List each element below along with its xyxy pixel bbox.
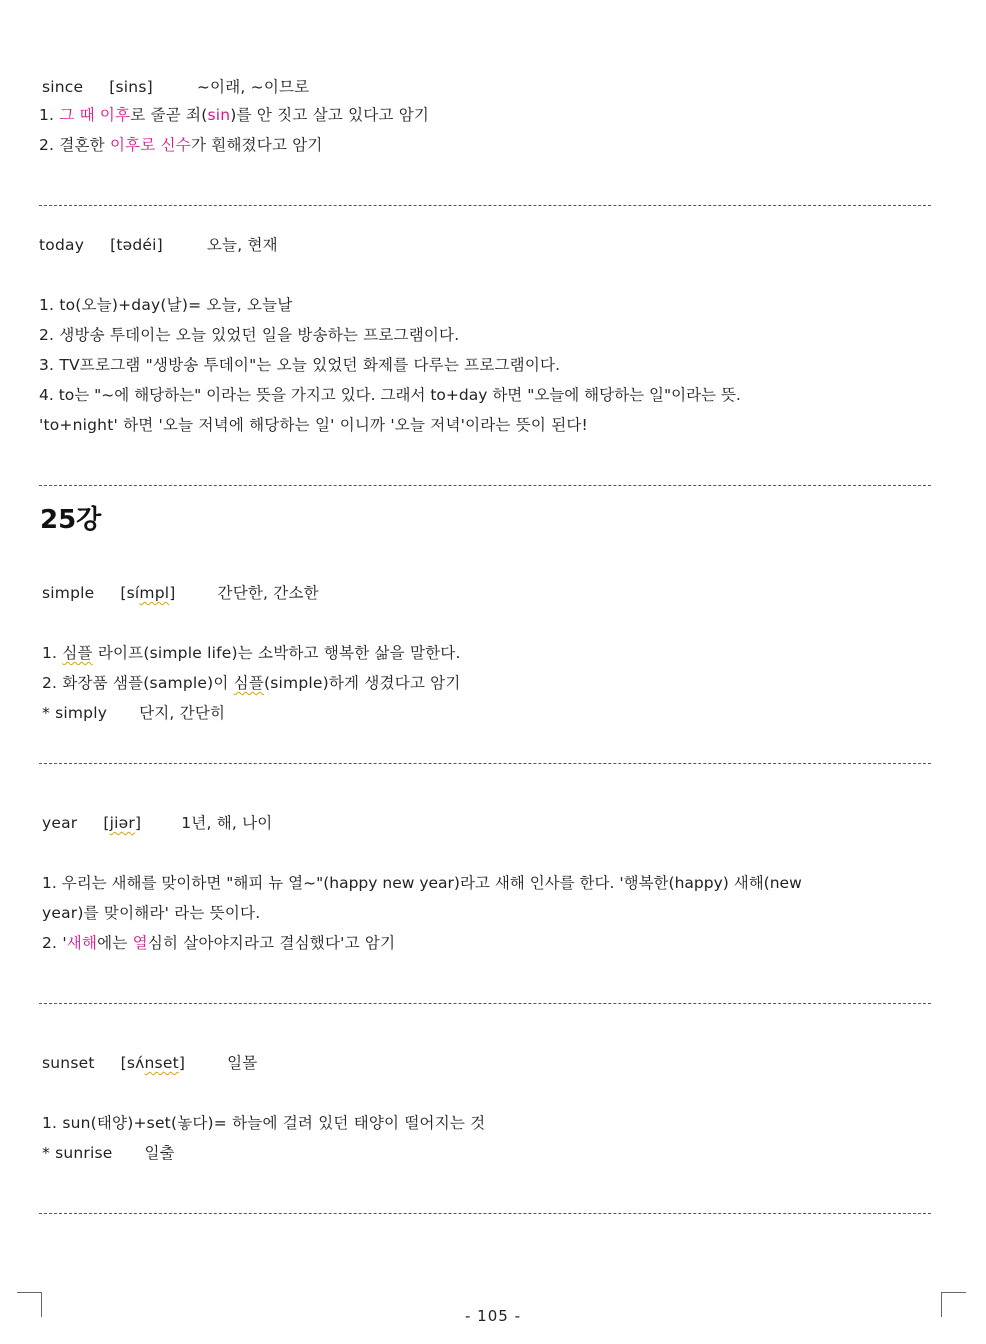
- separator-line: [39, 763, 931, 764]
- text: (simple)하게 생겼다고 암기: [264, 674, 461, 692]
- separator-line: [39, 485, 931, 486]
- entry-year-header: [42, 813, 272, 833]
- separator-line: [39, 1213, 931, 1214]
- text: 심히 살아야지라고 결심했다'고 암기: [147, 934, 396, 952]
- highlight-text: sin: [207, 106, 231, 124]
- derived-word: * sunrise: [42, 1144, 113, 1162]
- entry-year-line-2: year)를 맞이해라' 라는 뜻이다.: [42, 904, 261, 922]
- text: 에는: [97, 934, 133, 952]
- pronunciation: [símpl]: [120, 584, 176, 602]
- word: since: [42, 78, 84, 96]
- derived-meaning: 단지, 간단히: [139, 704, 226, 722]
- derived-word: * simply: [42, 704, 108, 722]
- entry-since-line-1: [39, 105, 429, 125]
- pronunciation: [jiər]: [103, 814, 142, 832]
- entry-simple-header: [42, 583, 319, 603]
- entry-sunset-line-2: [42, 1143, 175, 1163]
- separator-line: [39, 205, 931, 206]
- lesson-heading: 25강: [40, 505, 102, 535]
- entry-since-header: [42, 77, 309, 97]
- entry-since-line-2: [39, 135, 323, 155]
- entry-year-line-3: [42, 933, 395, 953]
- entry-today-line-1: 1. to(오늘)+day(날)= 오늘, 오늘날: [39, 296, 293, 314]
- entry-simple-line-2: [42, 673, 461, 693]
- entry-sunset-line-1: 1. sun(태양)+set(놓다)= 하늘에 걸려 있던 태양이 떨어지는 것: [42, 1114, 486, 1132]
- text: 1.: [42, 644, 63, 662]
- entry-today-line-5: 'to+night' 하면 '오늘 저녁에 해당하는 일' 이니까 '오늘 저녁'이라는 뜻이 된다!: [39, 416, 588, 434]
- derived-meaning: 일출: [144, 1144, 175, 1162]
- entry-sunset-header: [42, 1053, 257, 1073]
- highlight-text: 열: [132, 934, 148, 952]
- page-number: - 105 -: [465, 1307, 521, 1325]
- entry-simple-line-3: [42, 703, 225, 723]
- text: 라이프(simple life)는 소박하고 행복한 삶을 말한다.: [92, 644, 461, 662]
- meaning: 일몰: [227, 1054, 258, 1072]
- meaning: 1년, 해, 나이: [181, 814, 273, 832]
- pronunciation: [sins]: [109, 78, 153, 96]
- text: 심플: [62, 644, 93, 662]
- entry-today-header: [39, 235, 278, 255]
- word: sunset: [42, 1054, 95, 1072]
- entry-today-line-2: 2. 생방송 투데이는 오늘 있었던 일을 방송하는 프로그램이다.: [39, 326, 460, 344]
- entry-today-line-4: 4. to는 "~에 해당하는" 이라는 뜻을 가지고 있다. 그래서 to+day 하면 "오늘에 해당하는 일"이라는 뜻.: [39, 386, 741, 404]
- text: 가 훤해졌다고 암기: [190, 136, 323, 154]
- pronunciation: [tədéi]: [110, 236, 163, 254]
- entry-simple-line-1: [42, 643, 461, 663]
- highlight-text: 그 때 이후: [59, 106, 131, 124]
- text: 2. ': [42, 934, 67, 952]
- word: today: [39, 236, 85, 254]
- highlight-text: 이후로 신수: [109, 136, 191, 154]
- text: )를 안 짓고 살고 있다고 암기: [230, 106, 430, 124]
- separator-line: [39, 1003, 931, 1004]
- meaning: 오늘, 현재: [206, 236, 278, 254]
- pronunciation: [sʌ́nset]: [120, 1054, 186, 1072]
- text: 2. 결혼한: [39, 136, 110, 154]
- text: 로 줄곧 죄(: [130, 106, 208, 124]
- meaning: ~이래, ~이므로: [196, 78, 310, 96]
- text: 1.: [39, 106, 60, 124]
- entry-today-line-3: 3. TV프로그램 "생방송 투데이"는 오늘 있었던 화제를 다루는 프로그램이다.: [39, 356, 561, 374]
- text: 심플: [233, 674, 265, 692]
- entry-year-line-1: 1. 우리는 새해를 맞이하면 "해피 뉴 열~"(happy new year)라고 새해 인사를 한다. '행복한(happy) 새해(new: [42, 874, 802, 892]
- word: year: [42, 814, 78, 832]
- word: simple: [42, 584, 95, 602]
- text: 2. 화장품 샘플(sample)이: [42, 674, 234, 692]
- meaning: 간단한, 간소한: [217, 584, 319, 602]
- highlight-text: 새해: [66, 934, 98, 952]
